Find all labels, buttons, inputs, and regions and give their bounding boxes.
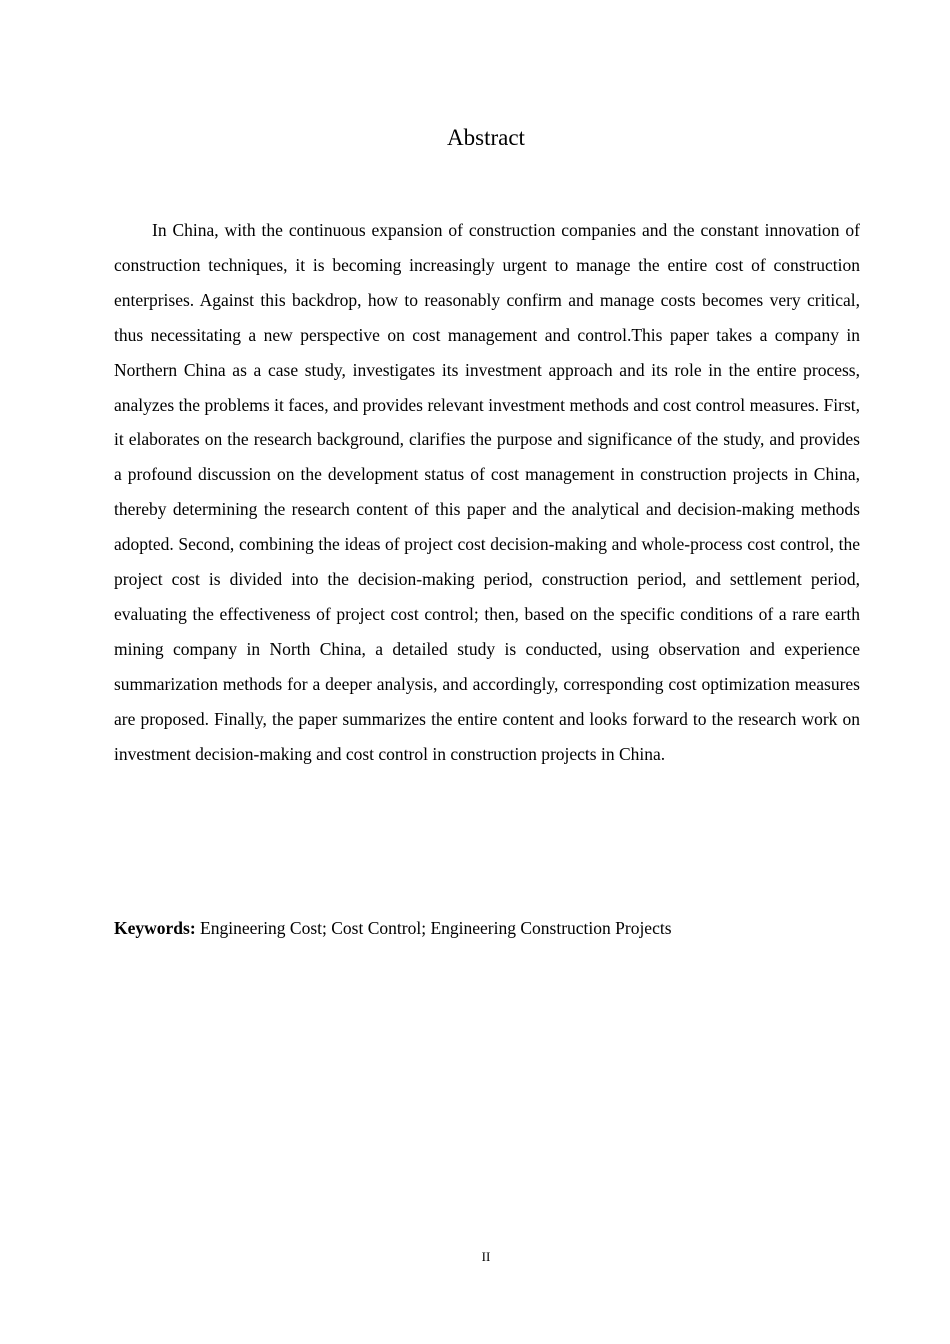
page-title: Abstract [447, 125, 525, 150]
abstract-paragraph: In China, with the continuous expansion of construction companies and the constant innovation of construction techniques, it is becoming increasingly urgent to manage the entire cost of construction enterprises. Against this backdrop, how to reasonably confirm and manage costs becomes very critical, thus necessitating a new perspective on cost management and control.This paper takes a company in Northern China as a case study, investigates its investment approach and its role in the entire process, analyzes the problems it faces, and provides relevant investment methods and cost control measures. First, it elaborates on the research background, clarifies the purpose and significance of the study, and provides a profound discussion on the development status of cost management in construction projects in China, thereby determining the research content of this paper and the analytical and decision-making methods adopted. Second, combining the ideas of project cost decision-making and whole-process cost control, the project cost is divided into the decision-making period, construction period, and settlement period, evaluating the effectiveness of project cost control; then, based on the specific conditions of a rare earth mining company in North China, a detailed study is conducted, using observation and experience summarization methods for a deeper analysis, and accordingly, corresponding cost optimization measures are proposed. Finally, the paper summarizes the entire content and looks forward to the research work on investment decision-making and cost control in construction projects in China. [114, 220, 860, 764]
page-number: II [481, 1249, 491, 1264]
keywords-label: Keywords: [114, 918, 196, 938]
keywords-text: Engineering Cost; Cost Control; Engineering Construction Projects [195, 918, 672, 938]
keywords-line [114, 912, 860, 944]
